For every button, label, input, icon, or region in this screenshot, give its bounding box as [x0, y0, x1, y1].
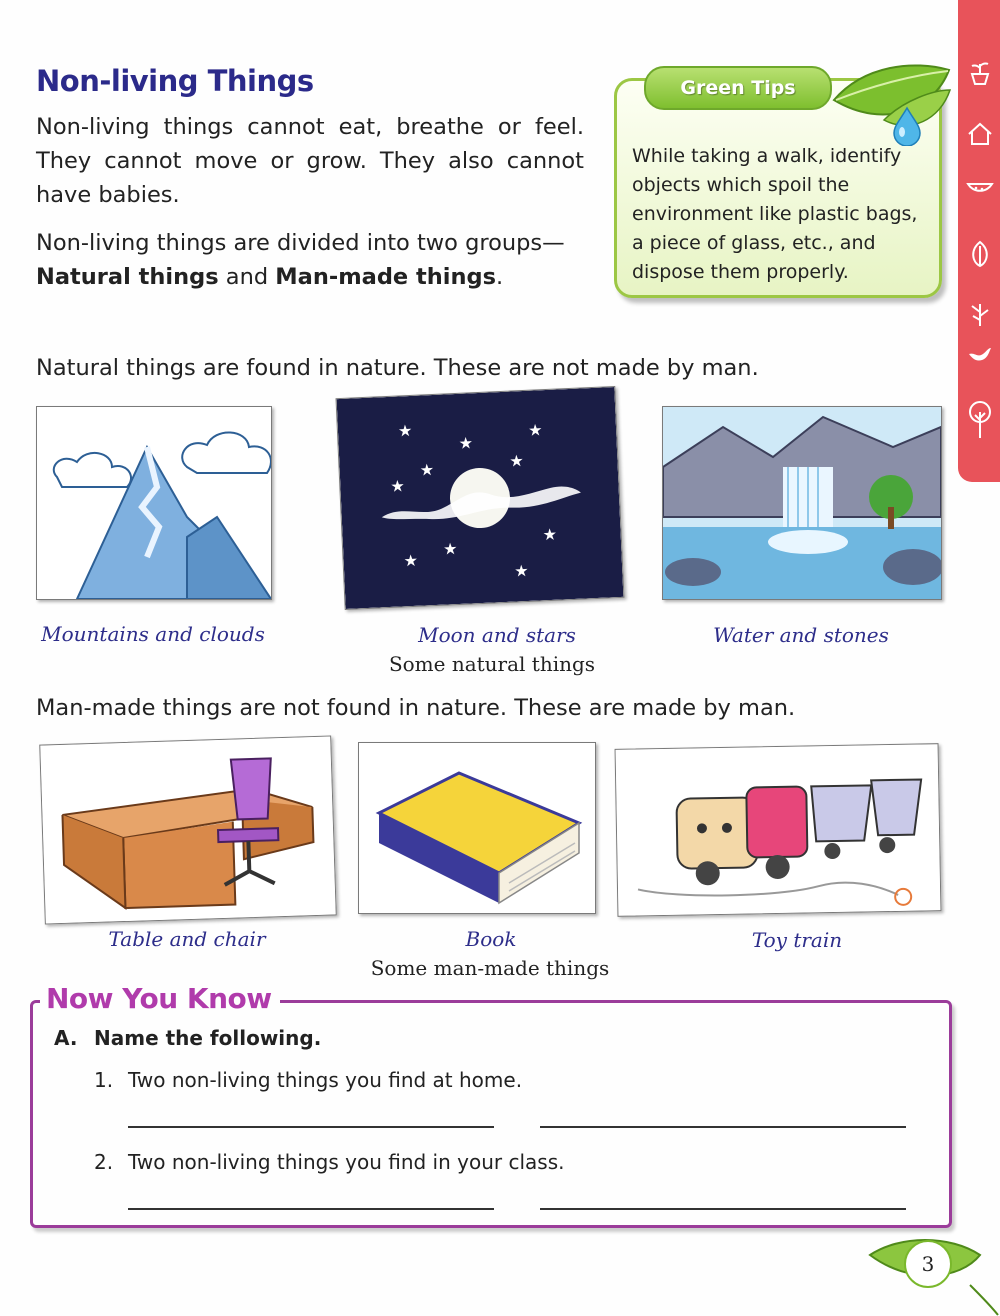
book-picture: [358, 742, 596, 914]
question-2-number: 2.: [94, 1150, 114, 1174]
natural-things-paragraph: Natural things are found in nature. These are not made by man.: [36, 355, 759, 381]
watermelon-icon: [966, 178, 994, 206]
answer-line-2b[interactable]: [540, 1208, 906, 1210]
page-number: 3: [904, 1240, 952, 1288]
groups-suffix: .: [496, 264, 504, 290]
question-1-number: 1.: [94, 1068, 114, 1092]
exercise-heading: [54, 1026, 321, 1050]
caption-book: Book: [465, 927, 517, 951]
table-chair-picture: [39, 735, 337, 924]
svg-text:★: ★: [527, 420, 543, 440]
green-tips-text: While taking a walk, identify objects which spoil the environment like plastic bags, a piece of glass, etc., and dispose them properly.: [632, 145, 918, 283]
svg-text:★: ★: [442, 539, 458, 559]
svg-text:★: ★: [458, 433, 474, 453]
caption-moon-stars: Moon and stars: [418, 623, 576, 647]
question-2: [94, 1150, 564, 1174]
side-chapter-tab: [958, 0, 1000, 482]
svg-text:★: ★: [389, 476, 406, 496]
book-illustration: [359, 743, 595, 913]
exercise-letter: A.: [54, 1026, 78, 1050]
green-tips-title: Green Tips: [644, 66, 832, 110]
question-1: [94, 1068, 522, 1092]
branch-icon: [966, 300, 994, 328]
bird-icon: [966, 340, 994, 368]
exercise-heading-text: Name the following.: [94, 1026, 322, 1050]
mountains-clouds-picture: [36, 406, 272, 600]
caption-water-stones: Water and stones: [713, 623, 889, 647]
moon-stars-picture: [336, 386, 625, 610]
leaf-icon: [824, 60, 954, 140]
waterfall-illustration: [663, 407, 941, 599]
water-stones-picture: [662, 406, 942, 600]
green-tips-box: [614, 78, 940, 296]
manmade-things-term: Man-made things: [275, 264, 497, 290]
now-you-know-title: Now You Know: [40, 982, 280, 1015]
answer-line-1b[interactable]: [540, 1126, 906, 1128]
groups-paragraph: [36, 226, 596, 294]
toy-train-picture: [615, 743, 942, 917]
tree-icon: [966, 400, 994, 440]
natural-things-term: Natural things: [36, 264, 219, 290]
answer-line-1a[interactable]: [128, 1126, 494, 1128]
groups-prefix: Non-living things are divided into two groups—: [36, 230, 565, 256]
svg-text:★: ★: [397, 420, 413, 441]
svg-text:★: ★: [542, 524, 558, 545]
manmade-things-paragraph: Man-made things are not found in nature. These are made by man.: [36, 695, 796, 721]
natural-group-caption: Some natural things: [388, 652, 596, 676]
question-2-text: Two non-living things you find in your class.: [128, 1150, 565, 1174]
svg-text:★: ★: [509, 451, 525, 471]
manmade-group-caption: Some man-made things: [370, 956, 610, 980]
intro-paragraph: Non-living things cannot eat, breathe or feel. They cannot move or grow. They also cannot have babies.: [36, 114, 584, 208]
leaf-icon: [966, 240, 994, 268]
table-chair-illustration: [40, 736, 335, 923]
svg-text:★: ★: [513, 560, 529, 581]
page-title: Non-living Things: [36, 64, 314, 98]
toy-train-illustration: [616, 744, 941, 916]
caption-mountains-clouds: Mountains and clouds: [41, 622, 265, 646]
water-drop-icon: [890, 106, 924, 146]
caption-table-chair: Table and chair: [108, 927, 266, 951]
night-sky-illustration: [337, 387, 624, 609]
potted-plant-icon: [966, 58, 994, 86]
groups-and: and: [218, 264, 276, 290]
answer-line-2a[interactable]: [128, 1208, 494, 1210]
caption-toy-train: Toy train: [751, 928, 843, 952]
svg-text:★: ★: [419, 459, 435, 480]
house-icon: [966, 120, 994, 148]
svg-text:★: ★: [403, 550, 419, 571]
mountain-illustration: [37, 407, 271, 599]
question-1-text: Two non-living things you find at home.: [128, 1068, 523, 1092]
